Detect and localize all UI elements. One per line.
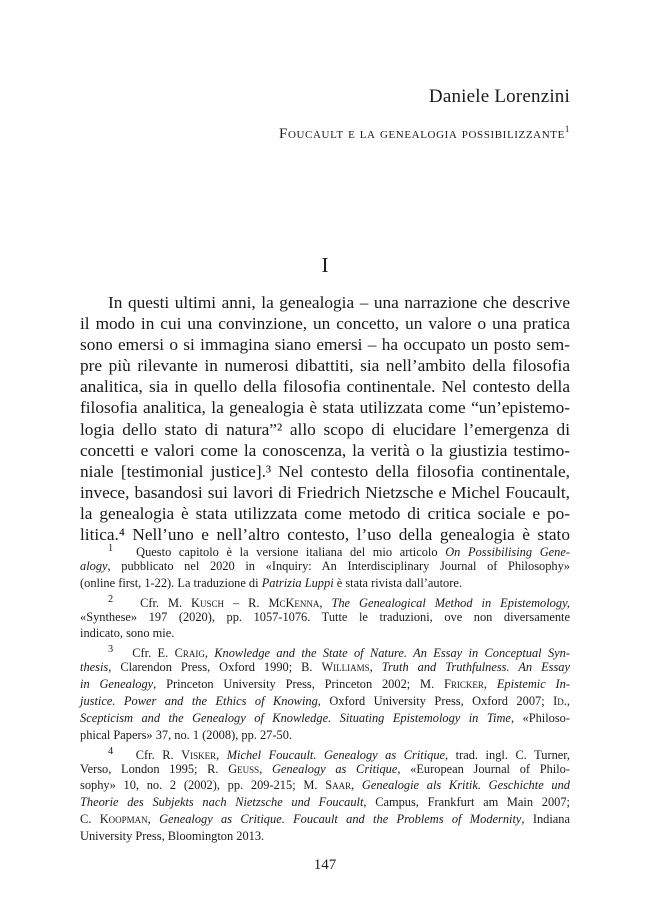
footnote-text: , Indiana	[521, 812, 570, 827]
footnote-work-title: Theorie des Subjekts nach Nietzsche und Foucault	[80, 795, 364, 810]
footnote-text: sophy» 10, no. 2 (2002), pp. 209-215; M.	[80, 778, 326, 793]
footnote-text: ,	[147, 812, 160, 827]
author-surname: Saar	[325, 778, 352, 793]
body-line: filosofia analitica, la genealogia è stata utilizzata come “un’epistemo-	[80, 398, 570, 418]
footnote-line	[80, 710, 570, 727]
footnote-line: indicato, sono mie.	[80, 626, 175, 641]
footnote-line	[80, 558, 570, 575]
footnote-number: 4	[108, 745, 114, 757]
footnote-work-title: Scepticism and the Genealogy of Knowledge. Situating Epistemology in Time	[80, 710, 511, 725]
footnote-text: Verso, London 1995; R.	[80, 761, 229, 776]
footnote-work-title: Genealogie als Kritik. Geschichte und	[361, 778, 571, 793]
footnote-work-title: thesis	[80, 660, 109, 675]
chapter-title	[279, 126, 570, 143]
footnote-text: ,	[351, 778, 362, 793]
footnote-4	[80, 744, 570, 761]
footnote-text: , Campus, Frankfurt am Main 2007;	[363, 795, 570, 810]
body-line: litica.⁴ Nell’uno e nell’altro contesto, l’uso della genealogia è stato	[80, 525, 570, 545]
footnote-number: 2	[108, 593, 114, 605]
footnote-text: Cfr. E.	[132, 646, 175, 661]
footnote-work-title: Knowledge and the State of Nature. An Essay in Conceptual Syn-	[214, 646, 570, 661]
author-surname: Id.	[553, 694, 567, 709]
chapter-title-text: Foucault e la genealogia possibilizzante	[279, 126, 565, 142]
footnote-work-title: Michel Foucault. Genealogy as Critique	[226, 747, 446, 762]
footnote-text: , pubblicato nel 2020 in «Inquiry: An Interdisciplinary Journal of Philosophy»	[107, 558, 570, 573]
footnote-line: «Synthese» 197 (2020), pp. 1057-1076. Tutte le traduzioni, ove non diversamente	[80, 609, 570, 624]
body-text	[80, 292, 570, 545]
footnote-work-title: alogy	[80, 558, 108, 573]
footnote-work-title: Truth and Truthfulness. An Essay	[381, 660, 570, 675]
footnote-line	[80, 794, 570, 811]
footnote-number: 1	[108, 543, 114, 554]
page-number: 147	[313, 857, 337, 873]
body-line: niale [testimonial justice].³ Nel contesto della filosofia continentale,	[80, 461, 570, 481]
footnote-text: Cfr. M.	[140, 595, 192, 610]
author-surname: Williams	[321, 660, 370, 675]
body-line: analitica, sia in quello della filosofia continentale. Nel contesto della	[80, 377, 570, 397]
author-surname: Geuss	[228, 761, 260, 776]
footnote-work-title: The Genealogical Method in Epistemology,	[331, 595, 570, 610]
footnote-text: , trad. ingl. C. Turner,	[445, 747, 570, 762]
footnote-3	[80, 642, 570, 659]
footnote-text: , Princeton University Press, Princeton 2002; M.	[153, 677, 445, 692]
footnote-ref-1: 1	[564, 124, 570, 134]
footnote-line: University Press, Bloomington 2013.	[80, 829, 265, 844]
footnote-text: , «Philoso-	[510, 710, 570, 725]
section-numeral: I	[321, 253, 329, 277]
author-surname: Fricker	[444, 677, 484, 692]
author-surname: Craig	[174, 646, 205, 661]
body-line: invece, basandosi sui lavori di Friedrich Nietzsche e Michel Foucault,	[80, 482, 570, 502]
footnote-work-title: Epistemic In-	[496, 677, 571, 692]
footnote-number: 3	[108, 644, 114, 656]
footnote-text: Cfr. R.	[135, 747, 182, 762]
footnote-text: , Oxford University Press, Oxford 2007;	[317, 694, 554, 709]
footnote-text: ,	[566, 694, 570, 709]
footnote-line	[80, 811, 570, 828]
footnote-work-title: justice. Power and the Ethics of Knowing	[80, 694, 318, 709]
author-surname: Kusch	[191, 595, 224, 610]
footnote-line	[80, 659, 570, 676]
footnote-text: ,	[216, 747, 227, 762]
footnote-work-title: in Genealogy	[80, 677, 154, 692]
footnote-text: Questo capitolo è la versione italiana del mio articolo	[136, 545, 446, 560]
footnote-text: , «European Journal of Philo-	[397, 761, 571, 776]
footnote-work-title: On Possibilising Gene-	[445, 545, 570, 560]
footnote-work-title: Genealogy as Critique	[271, 761, 398, 776]
author-surname: Visker	[181, 747, 217, 762]
body-line: concetti e valori come la conoscenza, la verità o la giustizia testimo-	[80, 440, 570, 460]
body-line: pre più rilevante in numerosi dibattiti, sia nell’ambito della filosofia	[80, 356, 570, 376]
footnote-line	[80, 676, 570, 693]
footnote-line: phical Papers» 37, no. 1 (2008), pp. 27-50.	[80, 727, 292, 742]
footnote-text: , Clarendon Press, Oxford 1990; B.	[108, 660, 322, 675]
translator-name: Patrizia Luppi	[261, 575, 334, 590]
footnote-text: C.	[80, 812, 100, 827]
body-line: la genealogia è stata utilizzata come metodo di critica sociale e po-	[80, 503, 570, 523]
footnote-text: ,	[259, 761, 272, 776]
footnote-line	[80, 575, 570, 592]
footnotes	[80, 541, 570, 845]
footnote-line	[80, 777, 570, 794]
footnote-text: ,	[369, 660, 382, 675]
author-surname: McKenna	[268, 595, 320, 610]
footnote-text: ,	[204, 646, 215, 661]
footnote-2	[80, 592, 570, 609]
footnote-text: – R.	[224, 595, 269, 610]
footnote-work-title: Genealogy as Critique. Foucault and the Problems of Modernity	[159, 812, 522, 827]
footnote-1	[80, 541, 570, 558]
body-line: sono emersi o si immagina siano emersi – ha occupato un posto sem-	[80, 335, 570, 355]
footnote-line	[80, 693, 570, 710]
body-line: In questi ultimi anni, la genealogia – una narrazione che descrive	[108, 293, 570, 312]
footnote-text: (online first, 1-22). La traduzione di	[80, 575, 262, 590]
body-line: il modo in cui una convinzione, un concetto, un valore o una pratica	[80, 314, 570, 334]
footnote-text: ,	[319, 595, 332, 610]
footnote-line	[80, 761, 570, 778]
footnote-text: è stata rivista dall’autore.	[333, 575, 462, 590]
body-line: logia dello stato di natura”² allo scopo di elucidare l’emergenza di	[80, 419, 570, 439]
author-surname: Koopman	[99, 812, 148, 827]
footnote-text: ,	[483, 677, 497, 692]
author-name: Daniele Lorenzini	[428, 86, 570, 107]
